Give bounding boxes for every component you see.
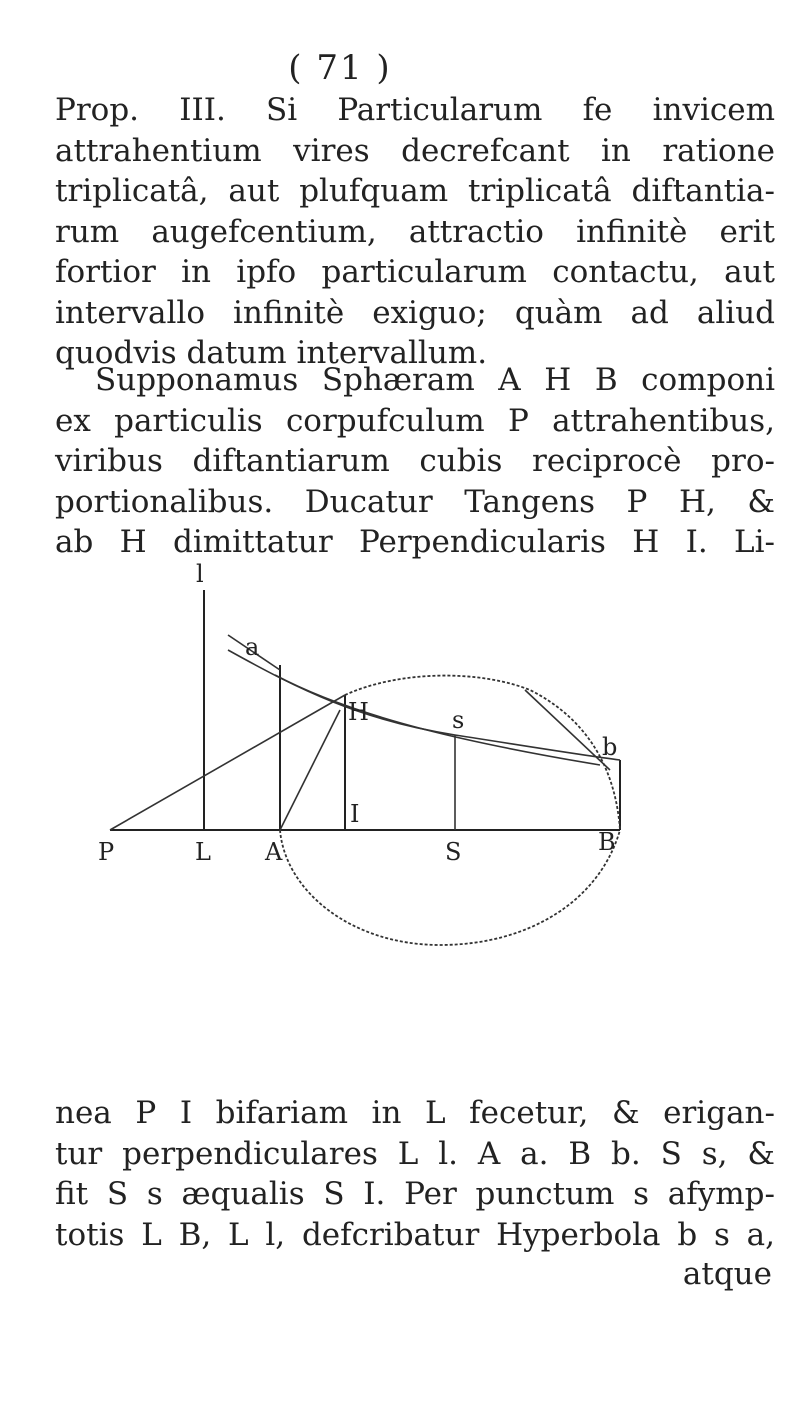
text-line: Prop. III. Si Particularum fe invicem (55, 92, 775, 128)
label-s-small: s (452, 706, 465, 734)
text-line: totis L B, L l, defcribatur Hyperbola b s a, (55, 1216, 775, 1253)
text-line: triplicatâ, aut plufquam triplicatâ diftantia- (55, 173, 775, 209)
supponamus-paragraph (55, 360, 775, 563)
hyperbola-lower-branch (275, 675, 600, 765)
text-line: nea P I bifariam in L fecetur, & erigan- (55, 1095, 775, 1131)
text-line: rum augefcentium, attractio infinitè erit (55, 213, 775, 250)
text-line: attrahentium vires decrefcant in ratione (55, 132, 775, 169)
text-line: quodvis datum intervallum. (55, 335, 488, 371)
text-line: viribus diftantiarum cubis reciprocè pro- (55, 443, 775, 479)
text-line: Supponamus Sphæram A H B componi (95, 362, 775, 398)
proposition-paragraph (55, 90, 775, 374)
geometric-figure (100, 560, 720, 1090)
text-line: ex particulis corpufculum P attrahentibus, (55, 402, 775, 439)
label-a-big: A (265, 838, 283, 866)
label-h: H (348, 698, 369, 726)
figure-svg (100, 560, 720, 1090)
page-number: ( 71 ) (288, 48, 392, 88)
sphere-upper-arc (345, 676, 620, 830)
catchword: atque (682, 1256, 772, 1292)
label-b-big: B (598, 828, 616, 856)
label-p: P (98, 838, 115, 866)
text-line: tur perpendiculares L l. A a. B b. S s, & (55, 1135, 775, 1172)
label-a: a (245, 633, 260, 661)
label-b-small: b (602, 733, 618, 761)
hyperbola-bsa (228, 650, 620, 760)
tangent-ph (110, 695, 345, 830)
label-l: l (196, 560, 204, 588)
text-line: fit S s æqualis S I. Per punctum s afymp- (55, 1176, 775, 1212)
label-s-big: S (445, 838, 462, 866)
text-line: intervallo infinitè exiguo; quàm ad aliud (55, 294, 775, 331)
text-line: fortior in ipfo particularum contactu, aut (55, 254, 775, 290)
continuation-paragraph (55, 1093, 775, 1255)
label-l-big: L (195, 838, 211, 866)
label-i: I (350, 800, 360, 828)
text-line: portionalibus. Ducatur Tangens P H, & (55, 483, 775, 520)
diagonal-b (525, 690, 610, 770)
text-line: ab H dimittatur Perpendicularis H I. Li- (55, 524, 775, 560)
